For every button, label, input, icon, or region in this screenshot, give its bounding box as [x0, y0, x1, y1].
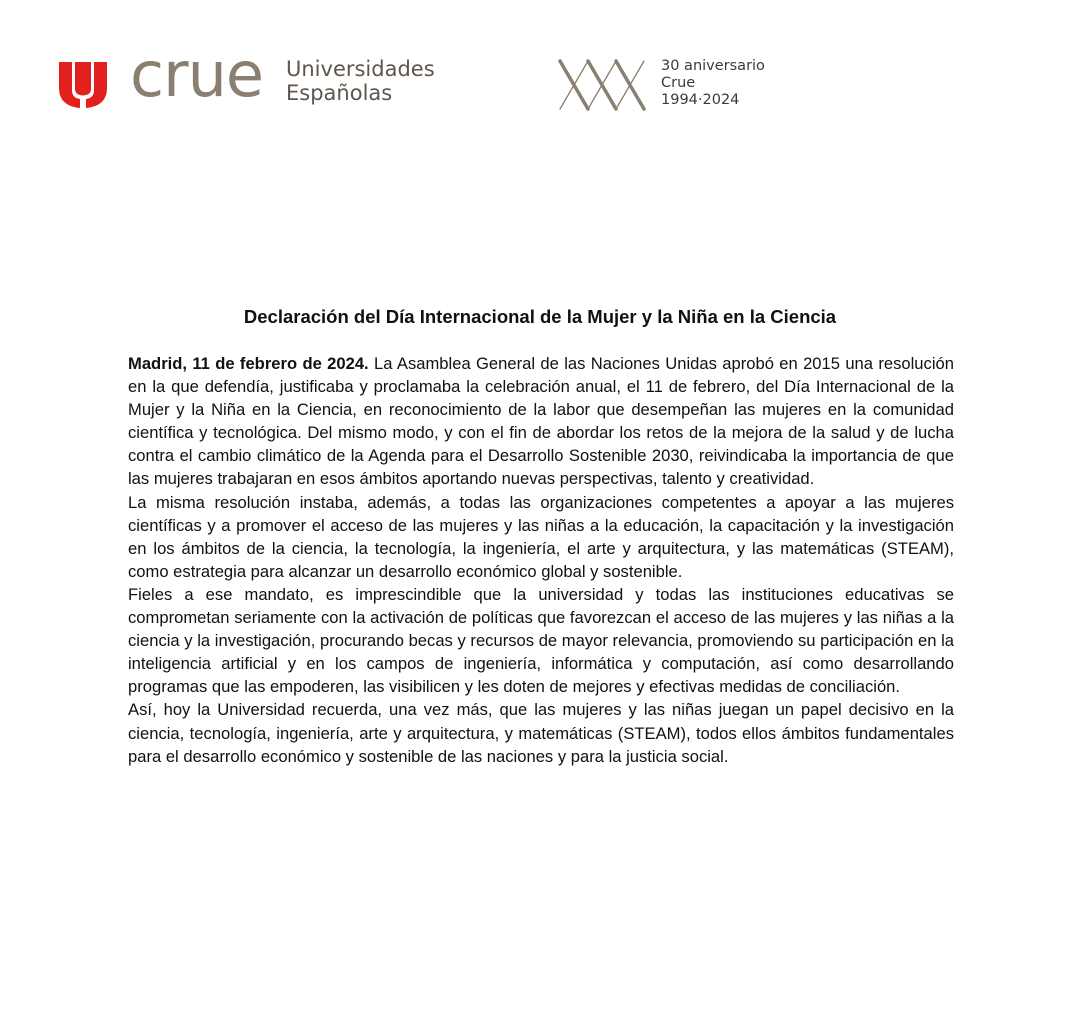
letterhead: [58, 38, 818, 116]
paragraph-1: [128, 352, 954, 491]
anniversary-line-1: 30 aniversario: [661, 58, 765, 74]
paragraph-2: La misma resolución instaba, además, a todas las organizaciones competentes a apoyar a las mujeres científicas y a promover el acceso de las mujeres y las niñas a la educación, la capacitación y la investigación en los ámbitos de la ciencia, la tecnología, la ingeniería, el arte y arquitectura, y las matemáticas (STEAM), como estrategia para alcanzar un desarrollo económico global y sostenible.: [128, 492, 954, 581]
paragraph-1-text: La Asamblea General de las Naciones Unidas aprobó en 2015 una resolución en la que defendía, justificaba y proclamaba la celebración anual, el 11 de febrero, del Día Internacional de la Mujer y la Niña en la Ciencia, en reconocimiento de la labor que desempeñan las mujeres en la comunidad científica y tecnológica. Del mismo modo, y con el fin de abordar los retos de la mejora de la salud y de lucha contra el cambio climático de la Agenda para el Desarrollo Sostenible 2030, reivindicaba la importancia de que las mujeres trabajaran en esos ámbitos aportando nuevas perspectivas, talento y creatividad.: [128, 354, 954, 489]
logo-subtitle-line-1: Universidades: [286, 57, 435, 81]
crue-logo-icon: [58, 60, 108, 110]
crue-wordmark: crue: [130, 38, 264, 111]
logo-subtitle: [286, 57, 435, 105]
anniversary-label: [661, 58, 765, 109]
document-body: [128, 352, 954, 768]
paragraph-3: Fieles a ese mandato, es imprescindible que la universidad y todas las instituciones educativas se comprometan seriamente con la activación de políticas que favorezcan el acceso de las mujeres y las niñas a la ciencia y la investigación, procurando becas y recursos de mayor relevancia, promoviendo su participación en la inteligencia artificial y en los campos de ingeniería, informática y computación, así como desarrollando programas que las empoderen, las visibilicen y les doten de mejores y efectivas medidas de conciliación.: [128, 584, 954, 697]
document-title: Declaración del Día Internacional de la Mujer y la Niña en la Ciencia: [243, 306, 837, 327]
roman-xxx-icon: [558, 59, 646, 111]
logo-subtitle-line-2: Españolas: [286, 81, 393, 105]
anniversary-line-2: Crue: [661, 75, 696, 91]
anniversary-line-3: 1994·2024: [661, 92, 740, 108]
dateline: Madrid, 11 de febrero de 2024.: [128, 354, 369, 373]
paragraph-4: Así, hoy la Universidad recuerda, una vez más, que las mujeres y las niñas juegan un papel decisivo en la ciencia, tecnología, ingeniería, arte y arquitectura, y matemáticas (STEAM), todos ellos ámbitos fundamentales para el desarrollo económico y sostenible de las naciones y para la justicia social.: [128, 700, 954, 766]
